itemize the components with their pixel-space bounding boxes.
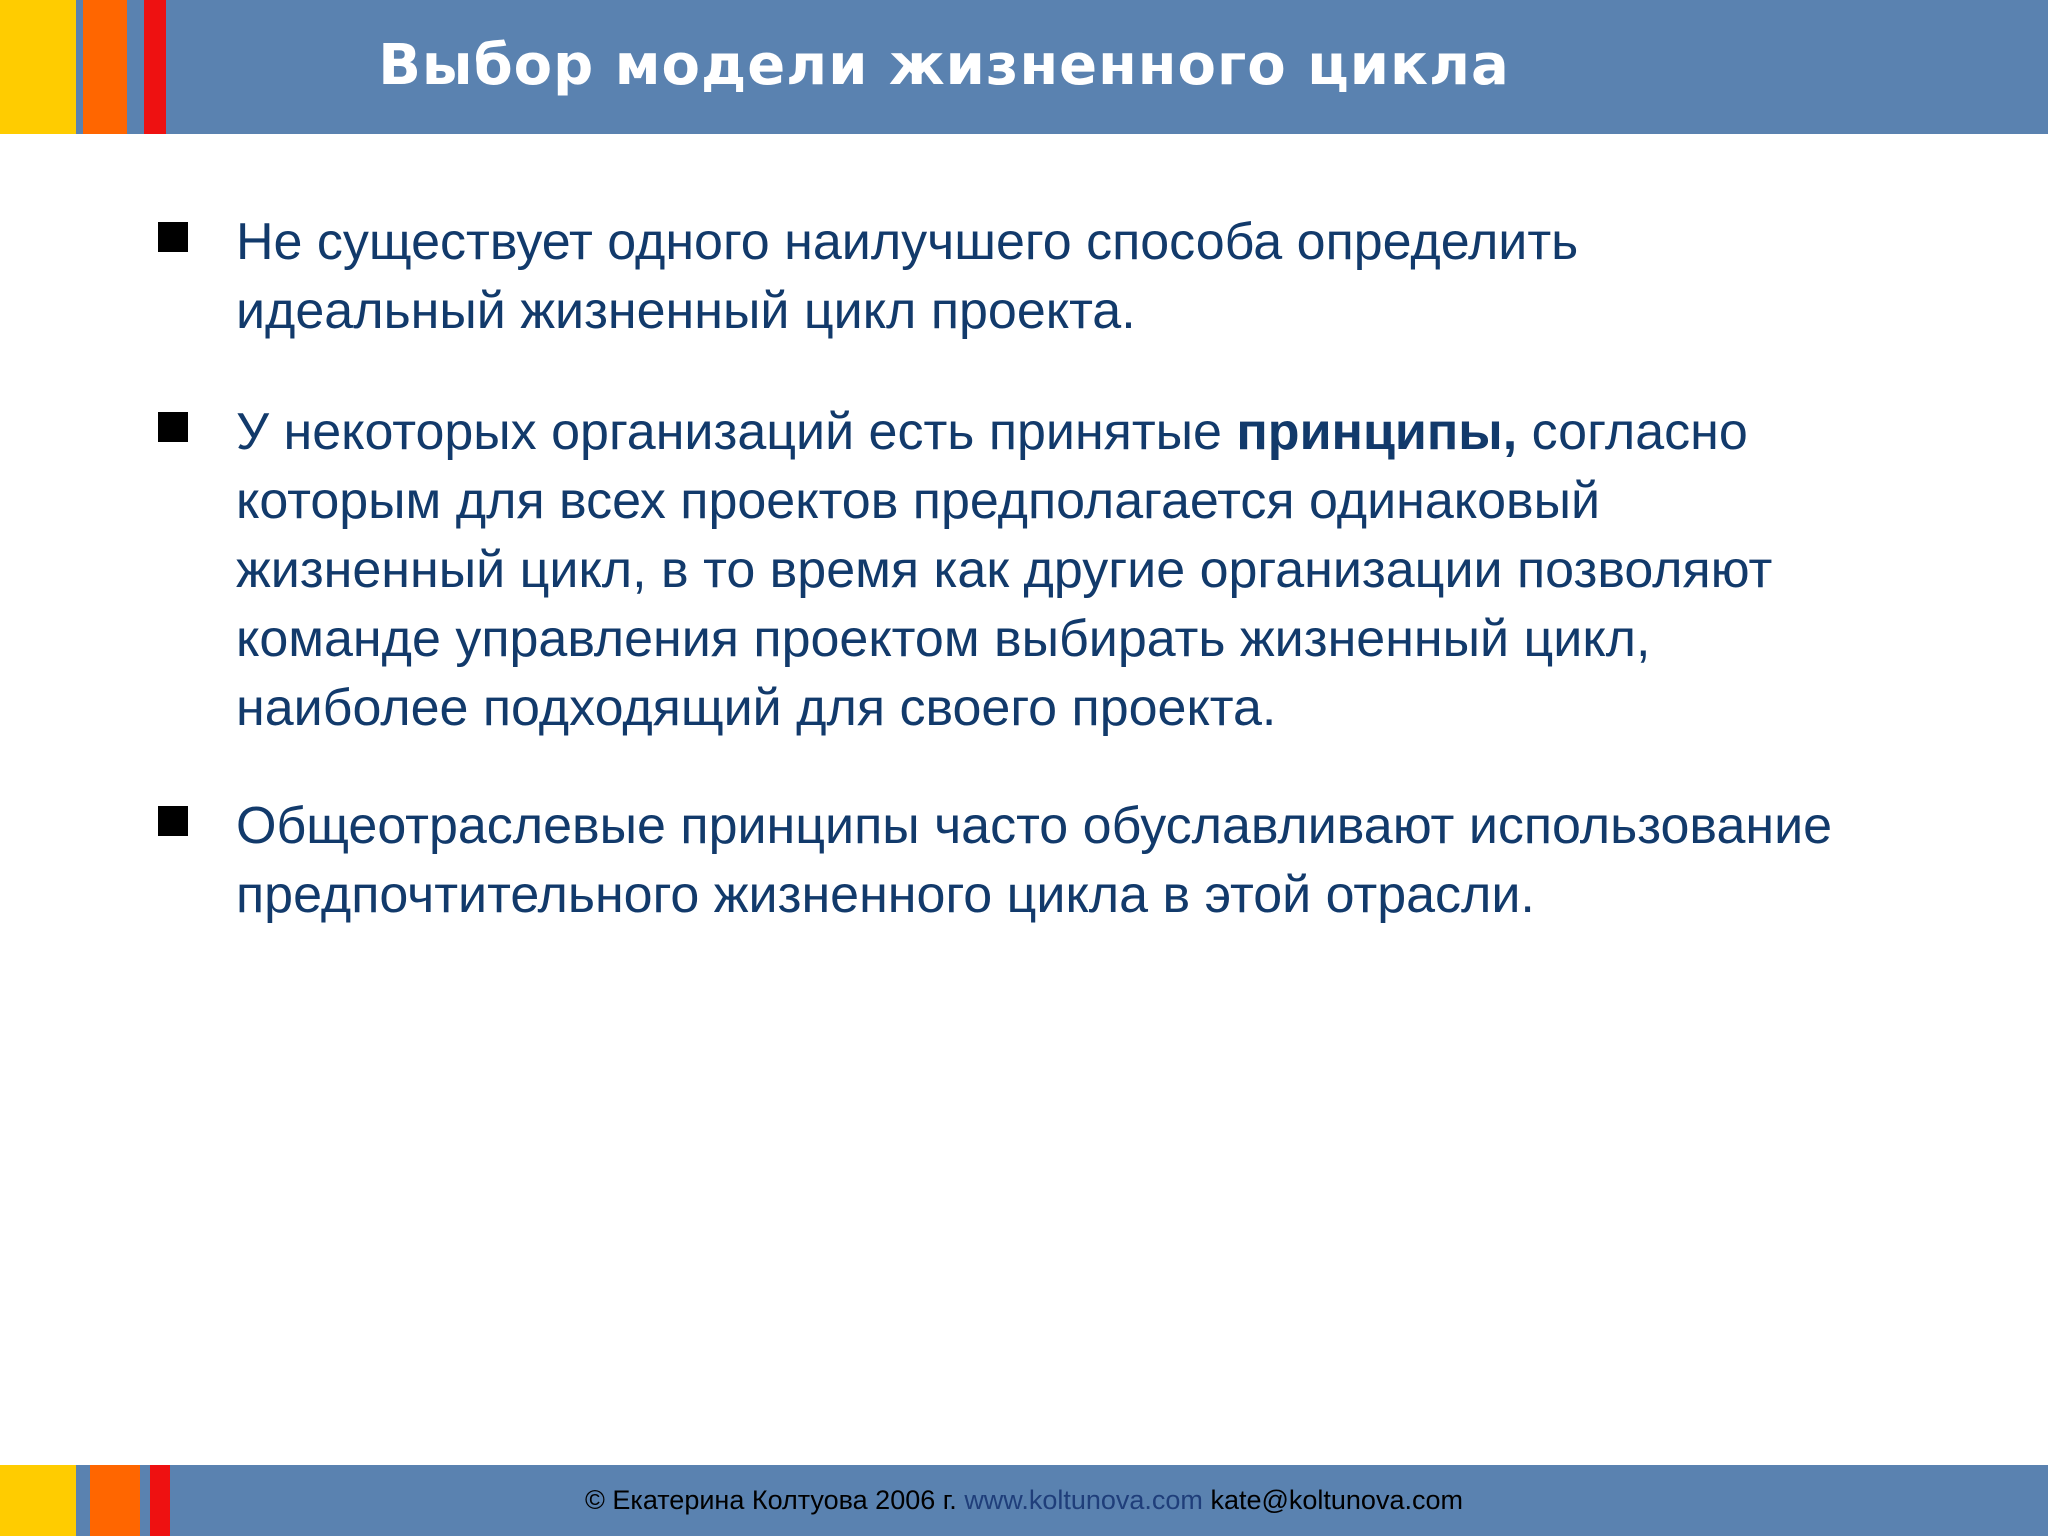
bullet-line: идеальный жизненный цикл проекта. [236,282,1136,340]
bullet-line: Не существует одного наилучшего способа определить [236,213,1579,271]
bullet-line: Общеотраслевые принципы часто обуславливают использование [236,797,1833,855]
bullet-text [236,792,2016,930]
bullet-line: предпочтительного жизненного цикла в этой отрасли. [236,866,1535,924]
bullet-line [236,398,2016,467]
bullet-text [236,208,2016,346]
bullet-square-icon [158,222,188,252]
bullet-line-part: У некоторых организаций есть принятые [236,403,1237,461]
bullet-square-icon [158,412,188,442]
slide-header [0,0,2048,134]
footer-website-link[interactable]: www.koltunova.com [964,1485,1203,1515]
slide-footer [0,1465,2048,1536]
footer-text [0,1483,2048,1517]
footer-email[interactable]: kate@koltunova.com [1210,1485,1463,1515]
bullet-line: команде управления проектом выбирать жизненный цикл, [236,610,1651,668]
bullet-line: жизненный цикл, в то время как другие организации позволяют [236,541,1773,599]
bullet-emphasis: принципы, [1236,403,1518,461]
bullet-text [236,398,2016,743]
bullet-line: которым для всех проектов предполагается одинаковый [236,472,1601,530]
footer-copyright: © Екатерина Колтуова 2006 г. [585,1485,957,1515]
slide-title: Выбор модели жизненного цикла [378,33,1510,98]
bullet-square-icon [158,806,188,836]
bullet-line: наиболее подходящий для своего проекта. [236,679,1277,737]
bullet-line-part: согласно [1517,403,1748,461]
